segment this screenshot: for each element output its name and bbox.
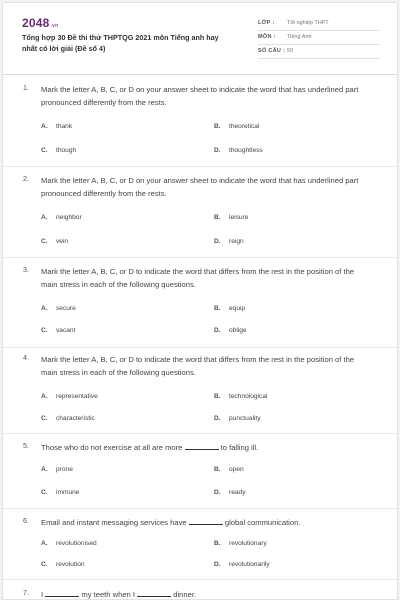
- option-text: punctuality: [229, 415, 261, 422]
- site-logo[interactable]: 2048.vn: [22, 16, 59, 30]
- option-text: equip: [229, 305, 246, 312]
- option-text: neighbor: [56, 214, 82, 221]
- question-divider: [3, 579, 398, 580]
- question-number: 7.: [23, 588, 29, 597]
- option-text: immune: [56, 489, 80, 496]
- option-text: vein: [56, 238, 69, 245]
- option-letter: C.: [41, 561, 48, 568]
- question-number: 1.: [23, 83, 29, 92]
- option-letter: B.: [214, 214, 221, 221]
- option-text: revolution: [56, 561, 85, 568]
- option-letter: A.: [41, 466, 48, 473]
- option-text: technological: [229, 393, 268, 400]
- option-letter: A.: [41, 393, 48, 400]
- question-divider: [3, 347, 398, 348]
- option-text: characteristic: [56, 415, 95, 422]
- question-text: Mark the letter A, B, C, or D on your answer sheet to indicate the word that has underlined part pronounced differently from the rests.: [41, 85, 359, 107]
- question-divider: [3, 508, 398, 509]
- option-letter: B.: [214, 305, 221, 312]
- option-text: revolutionised: [56, 540, 97, 547]
- option-text: ready: [229, 489, 246, 496]
- meta-value: 50: [287, 48, 294, 54]
- option-text: though: [56, 147, 77, 154]
- meta-value: Tốt nghiệp THPT: [287, 20, 329, 26]
- option-text: theoretical: [229, 123, 260, 130]
- option-text: secure: [56, 305, 76, 312]
- question-number: 4.: [23, 353, 29, 362]
- option-letter: C.: [41, 238, 48, 245]
- meta-row-class: [258, 17, 380, 31]
- meta-row-subject: [258, 31, 380, 45]
- question-number: 6.: [23, 516, 29, 525]
- question-4: [3, 353, 398, 439]
- option-text: thoughtless: [229, 147, 263, 154]
- question-divider: [3, 257, 398, 258]
- option-text: oblige: [229, 327, 247, 334]
- question-number: 3.: [23, 265, 29, 274]
- answer-blank: [137, 590, 171, 597]
- option-text: vacant: [56, 327, 76, 334]
- question-text: Mark the letter A, B, C, or D to indicate the word that differs from the rest in the position of the main stress in each of the following questions.: [41, 355, 355, 377]
- meta-label: SỐ CÂU :: [258, 48, 286, 54]
- meta-label: MÔN :: [258, 34, 276, 40]
- question-text: Those who do not exercise at all are more to falling ill.: [41, 443, 259, 452]
- question-5: [3, 441, 398, 515]
- option-text: prone: [56, 466, 73, 473]
- question-number: 5.: [23, 441, 29, 450]
- option-letter: A.: [41, 214, 48, 221]
- meta-row-question-count: [258, 45, 380, 59]
- document-header: [3, 3, 398, 73]
- question-divider: [3, 166, 398, 167]
- question-text: I my teeth when I dinner.: [41, 590, 197, 599]
- option-letter: A.: [41, 123, 48, 130]
- option-text: open: [229, 466, 244, 473]
- question-3: [3, 265, 398, 353]
- question-2: [3, 174, 398, 262]
- option-letter: D.: [214, 327, 221, 334]
- meta-label: LỚP :: [258, 20, 275, 26]
- option-text: revolutionarily: [229, 561, 270, 568]
- question-text: Email and instant messaging services have global communication.: [41, 518, 301, 527]
- option-letter: B.: [214, 466, 221, 473]
- document-title: Tổng hợp 30 Đề thi thử THPTQG 2021 môn Tiếng anh hay nhất có lời giải (Đề số 4): [22, 33, 219, 53]
- option-letter: D.: [214, 238, 221, 245]
- option-text: thank: [56, 123, 73, 130]
- meta-value: Tiếng Anh: [287, 34, 312, 40]
- option-letter: B.: [214, 393, 221, 400]
- option-text: reign: [229, 238, 244, 245]
- option-letter: C.: [41, 327, 48, 334]
- answer-blank: [45, 590, 79, 597]
- option-letter: B.: [214, 123, 221, 130]
- answer-blank: [185, 443, 219, 450]
- question-text: Mark the letter A, B, C, or D to indicate the word that differs from the rest in the position of the main stress in each of the following questions.: [41, 267, 355, 289]
- option-letter: C.: [41, 415, 48, 422]
- option-letter: A.: [41, 540, 48, 547]
- question-divider: [3, 433, 398, 434]
- option-text: representative: [56, 393, 98, 400]
- option-letter: D.: [214, 489, 221, 496]
- question-number: 2.: [23, 174, 29, 183]
- question-6: [3, 516, 398, 580]
- question-7: [3, 588, 398, 600]
- option-letter: D.: [214, 147, 221, 154]
- header-divider: [3, 74, 398, 75]
- option-letter: D.: [214, 415, 221, 422]
- answer-blank: [189, 518, 223, 525]
- option-letter: A.: [41, 305, 48, 312]
- option-text: revolutionary: [229, 540, 267, 547]
- question-1: [3, 83, 398, 171]
- option-letter: B.: [214, 540, 221, 547]
- option-letter: C.: [41, 147, 48, 154]
- option-text: leisure: [229, 214, 249, 221]
- document-page: [2, 2, 398, 600]
- question-text: Mark the letter A, B, C, or D on your answer sheet to indicate the word that has underlined part pronounced differently from the rests.: [41, 176, 359, 198]
- option-letter: D.: [214, 561, 221, 568]
- option-letter: C.: [41, 489, 48, 496]
